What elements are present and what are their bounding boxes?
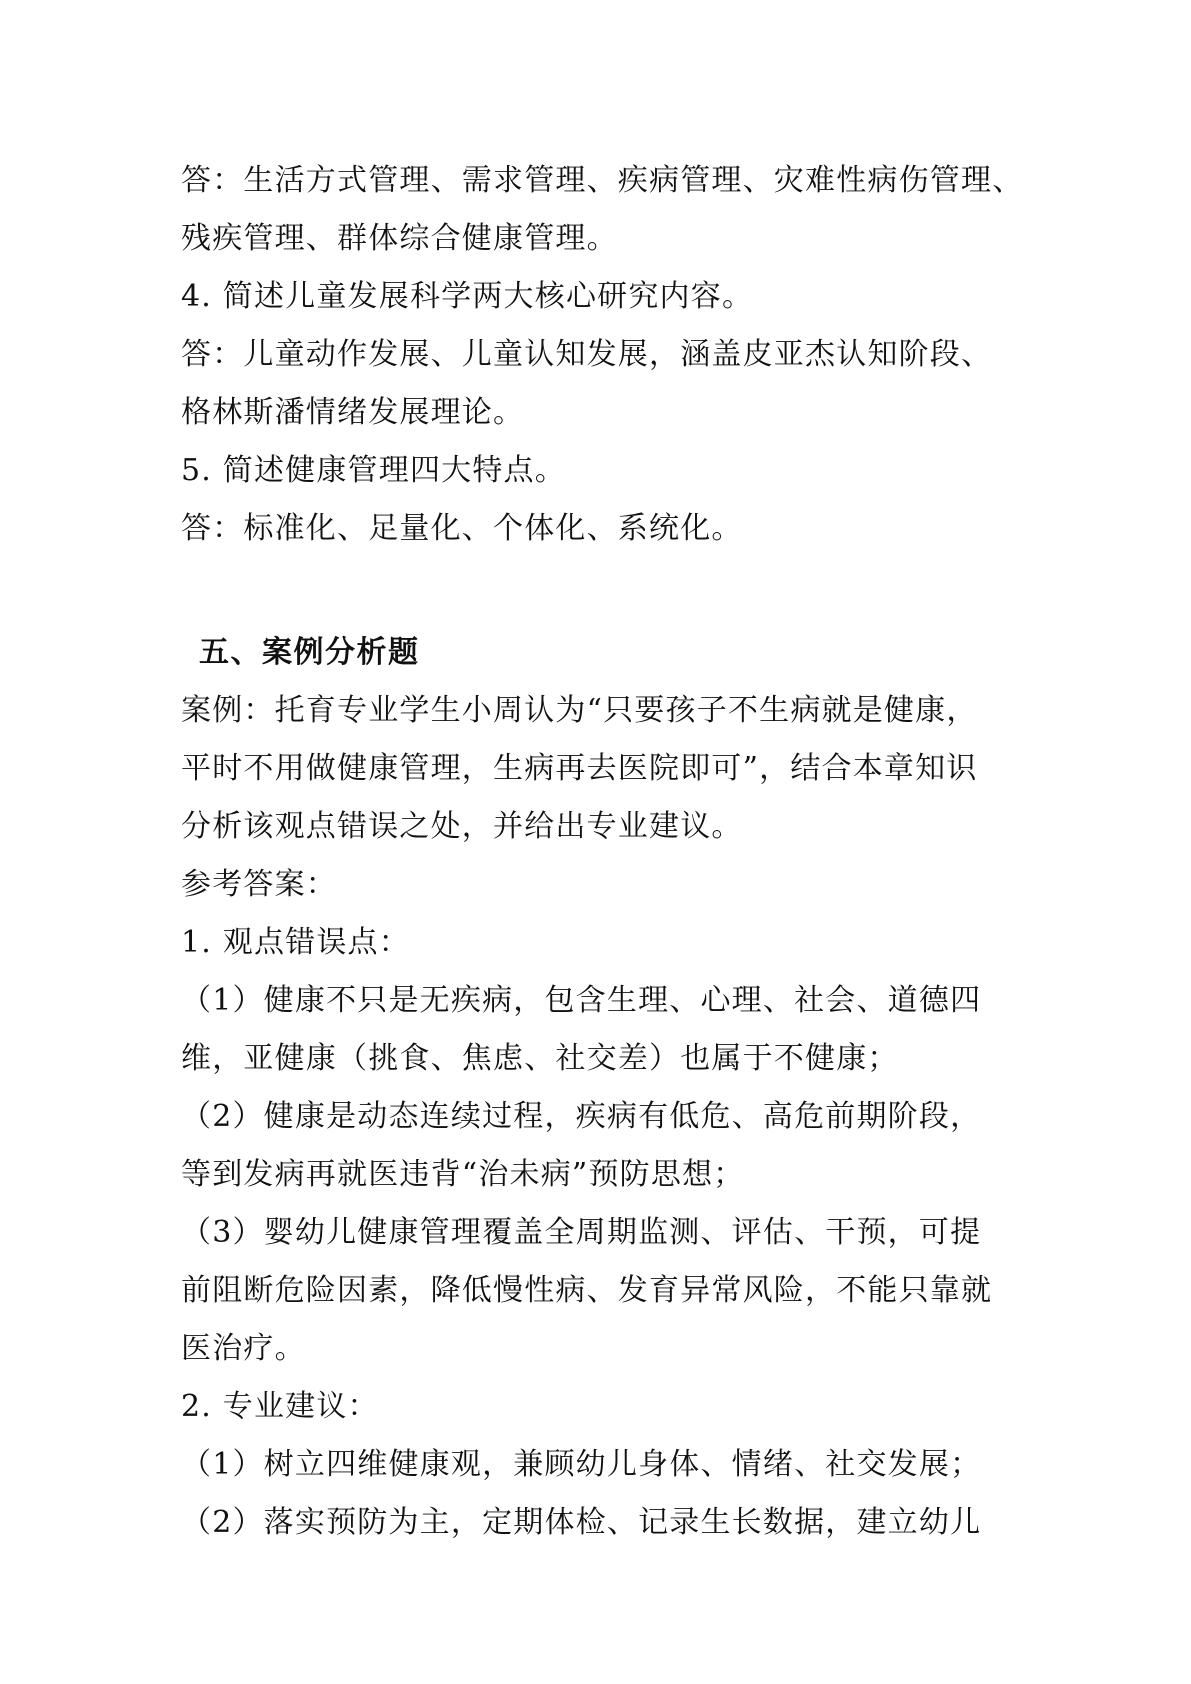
text-line: 平时不用做健康管理，生病再去医院即可”，结合本章知识 [181, 751, 978, 786]
text-line: （1）树立四维健康观，兼顾幼儿身体、情绪、社交发展； [181, 1447, 982, 1482]
text-line: 医治疗。 [181, 1331, 306, 1366]
text-line: （3）婴幼儿健康管理覆盖全周期监测、评估、干预，可提 [181, 1215, 982, 1250]
text-line: 案例：托育专业学生小周认为“只要孩子不生病就是健康， [181, 693, 978, 728]
text-line: 答：标准化、足量化、个体化、系统化。 [181, 511, 743, 546]
text-line: 2. 专业建议： [181, 1389, 379, 1424]
text-line: （1）健康不只是无疾病，包含生理、心理、社会、道德四 [181, 983, 982, 1018]
text-line: 1. 观点错误点： [181, 925, 410, 960]
text-line: 5. 简述健康管理四大特点。 [181, 453, 566, 488]
page-content [181, 152, 1024, 1552]
text-line: （2）健康是动态连续过程，疾病有低危、高危前期阶段， [181, 1099, 982, 1134]
text-line: （2）落实预防为主，定期体检、记录生长数据，建立幼儿 [181, 1505, 982, 1540]
section-heading: 五、案例分析题 [199, 635, 420, 670]
text-line: 答：儿童动作发展、儿童认知发展，涵盖皮亚杰认知阶段、 [181, 337, 993, 372]
text-line: 参考答案： [181, 867, 337, 902]
text-line: 前阻断危险因素，降低慢性病、发育异常风险，不能只靠就 [181, 1273, 993, 1308]
text-line: 格林斯潘情绪发展理论。 [181, 395, 525, 430]
text-line: 4. 简述儿童发展科学两大核心研究内容。 [181, 279, 754, 314]
text-line: 维，亚健康（挑食、焦虑、社交差）也属于不健康； [181, 1041, 899, 1076]
text-line: 答：生活方式管理、需求管理、疾病管理、灾难性病伤管理、 [181, 163, 1024, 198]
text-line: 等到发病再就医违背“治未病”预防思想； [181, 1157, 745, 1192]
section-spacer [181, 558, 1021, 624]
text-line: 残疾管理、群体综合健康管理。 [181, 221, 618, 256]
text-line: 分析该观点错误之处，并给出专业建议。 [181, 809, 743, 844]
